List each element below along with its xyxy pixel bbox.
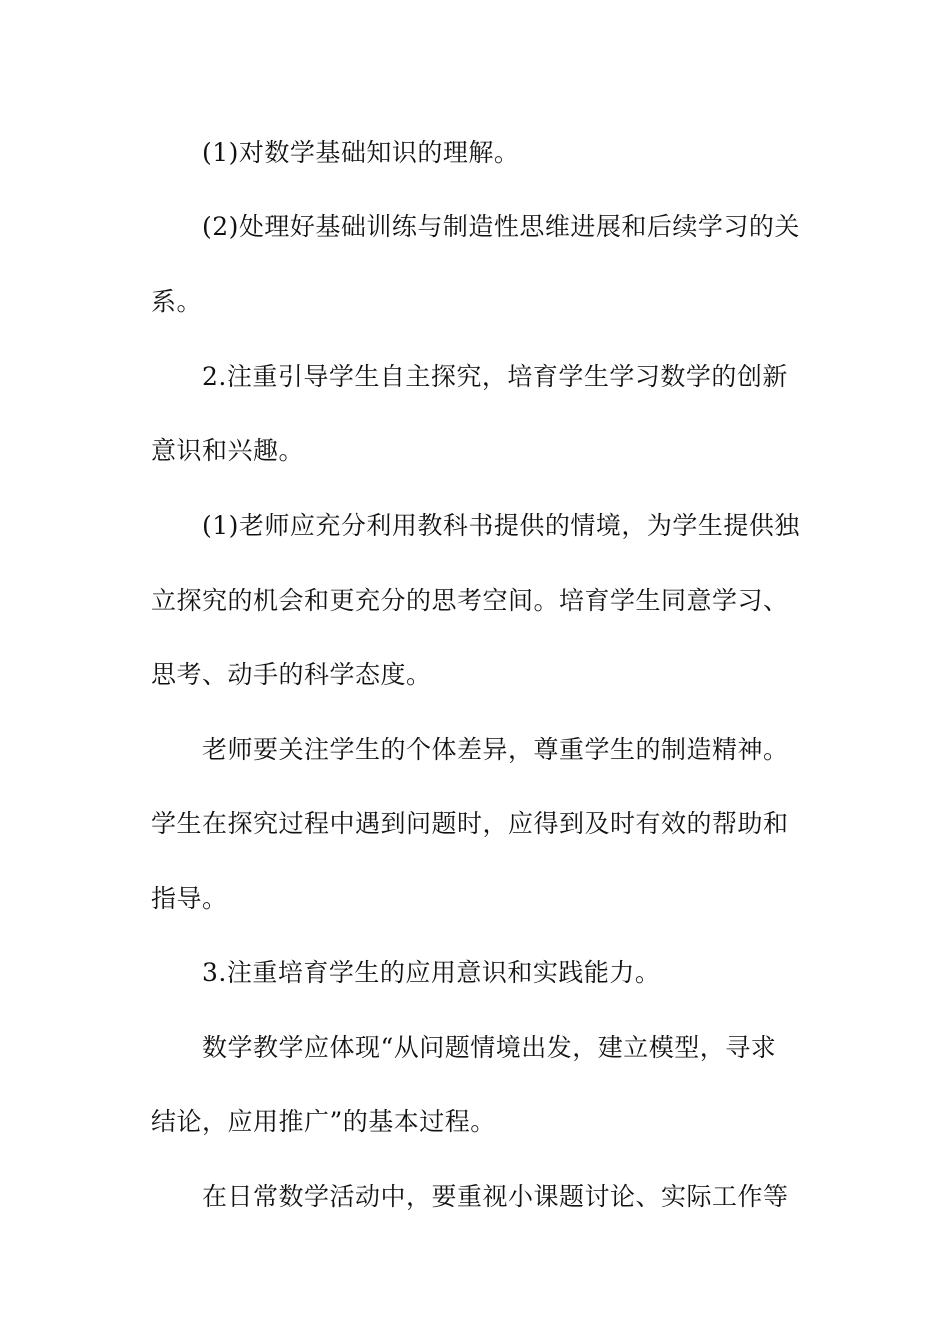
- text-line: 学生在探究过程中遇到问题时，应得到及时有效的帮助和: [151, 809, 789, 838]
- text-line: 意识和兴趣。: [151, 436, 305, 465]
- text-line: 数学教学应体现“从问题情境出发，建立模型，寻求: [202, 1033, 777, 1062]
- text-line: 立探究的机会和更充分的思考空间。培育学生同意学习、: [151, 586, 789, 615]
- text-line: 思考、动手的科学态度。: [151, 660, 432, 689]
- text-line: 系。: [151, 287, 203, 316]
- text-line: 老师要关注学生的个体差异，尊重学生的制造精神。: [202, 735, 789, 764]
- text-line: (1)老师应充分利用教科书提供的情境，为学生提供独: [202, 511, 800, 540]
- text-line: (1)对数学基础知识的理解。: [202, 138, 520, 167]
- text-line: (2)处理好基础训练与制造性思维进展和后续学习的关: [202, 212, 800, 241]
- text-line: 指导。: [151, 884, 228, 913]
- text-line: 在日常数学活动中，要重视小课题讨论、实际工作等: [202, 1182, 789, 1211]
- text-line: 2.注重引导学生自主探究，培育学生学习数学的创新: [202, 362, 788, 391]
- text-line: 结论，应用推广”的基本过程。: [151, 1107, 496, 1136]
- text-line: 3.注重培育学生的应用意识和实践能力。: [202, 958, 661, 987]
